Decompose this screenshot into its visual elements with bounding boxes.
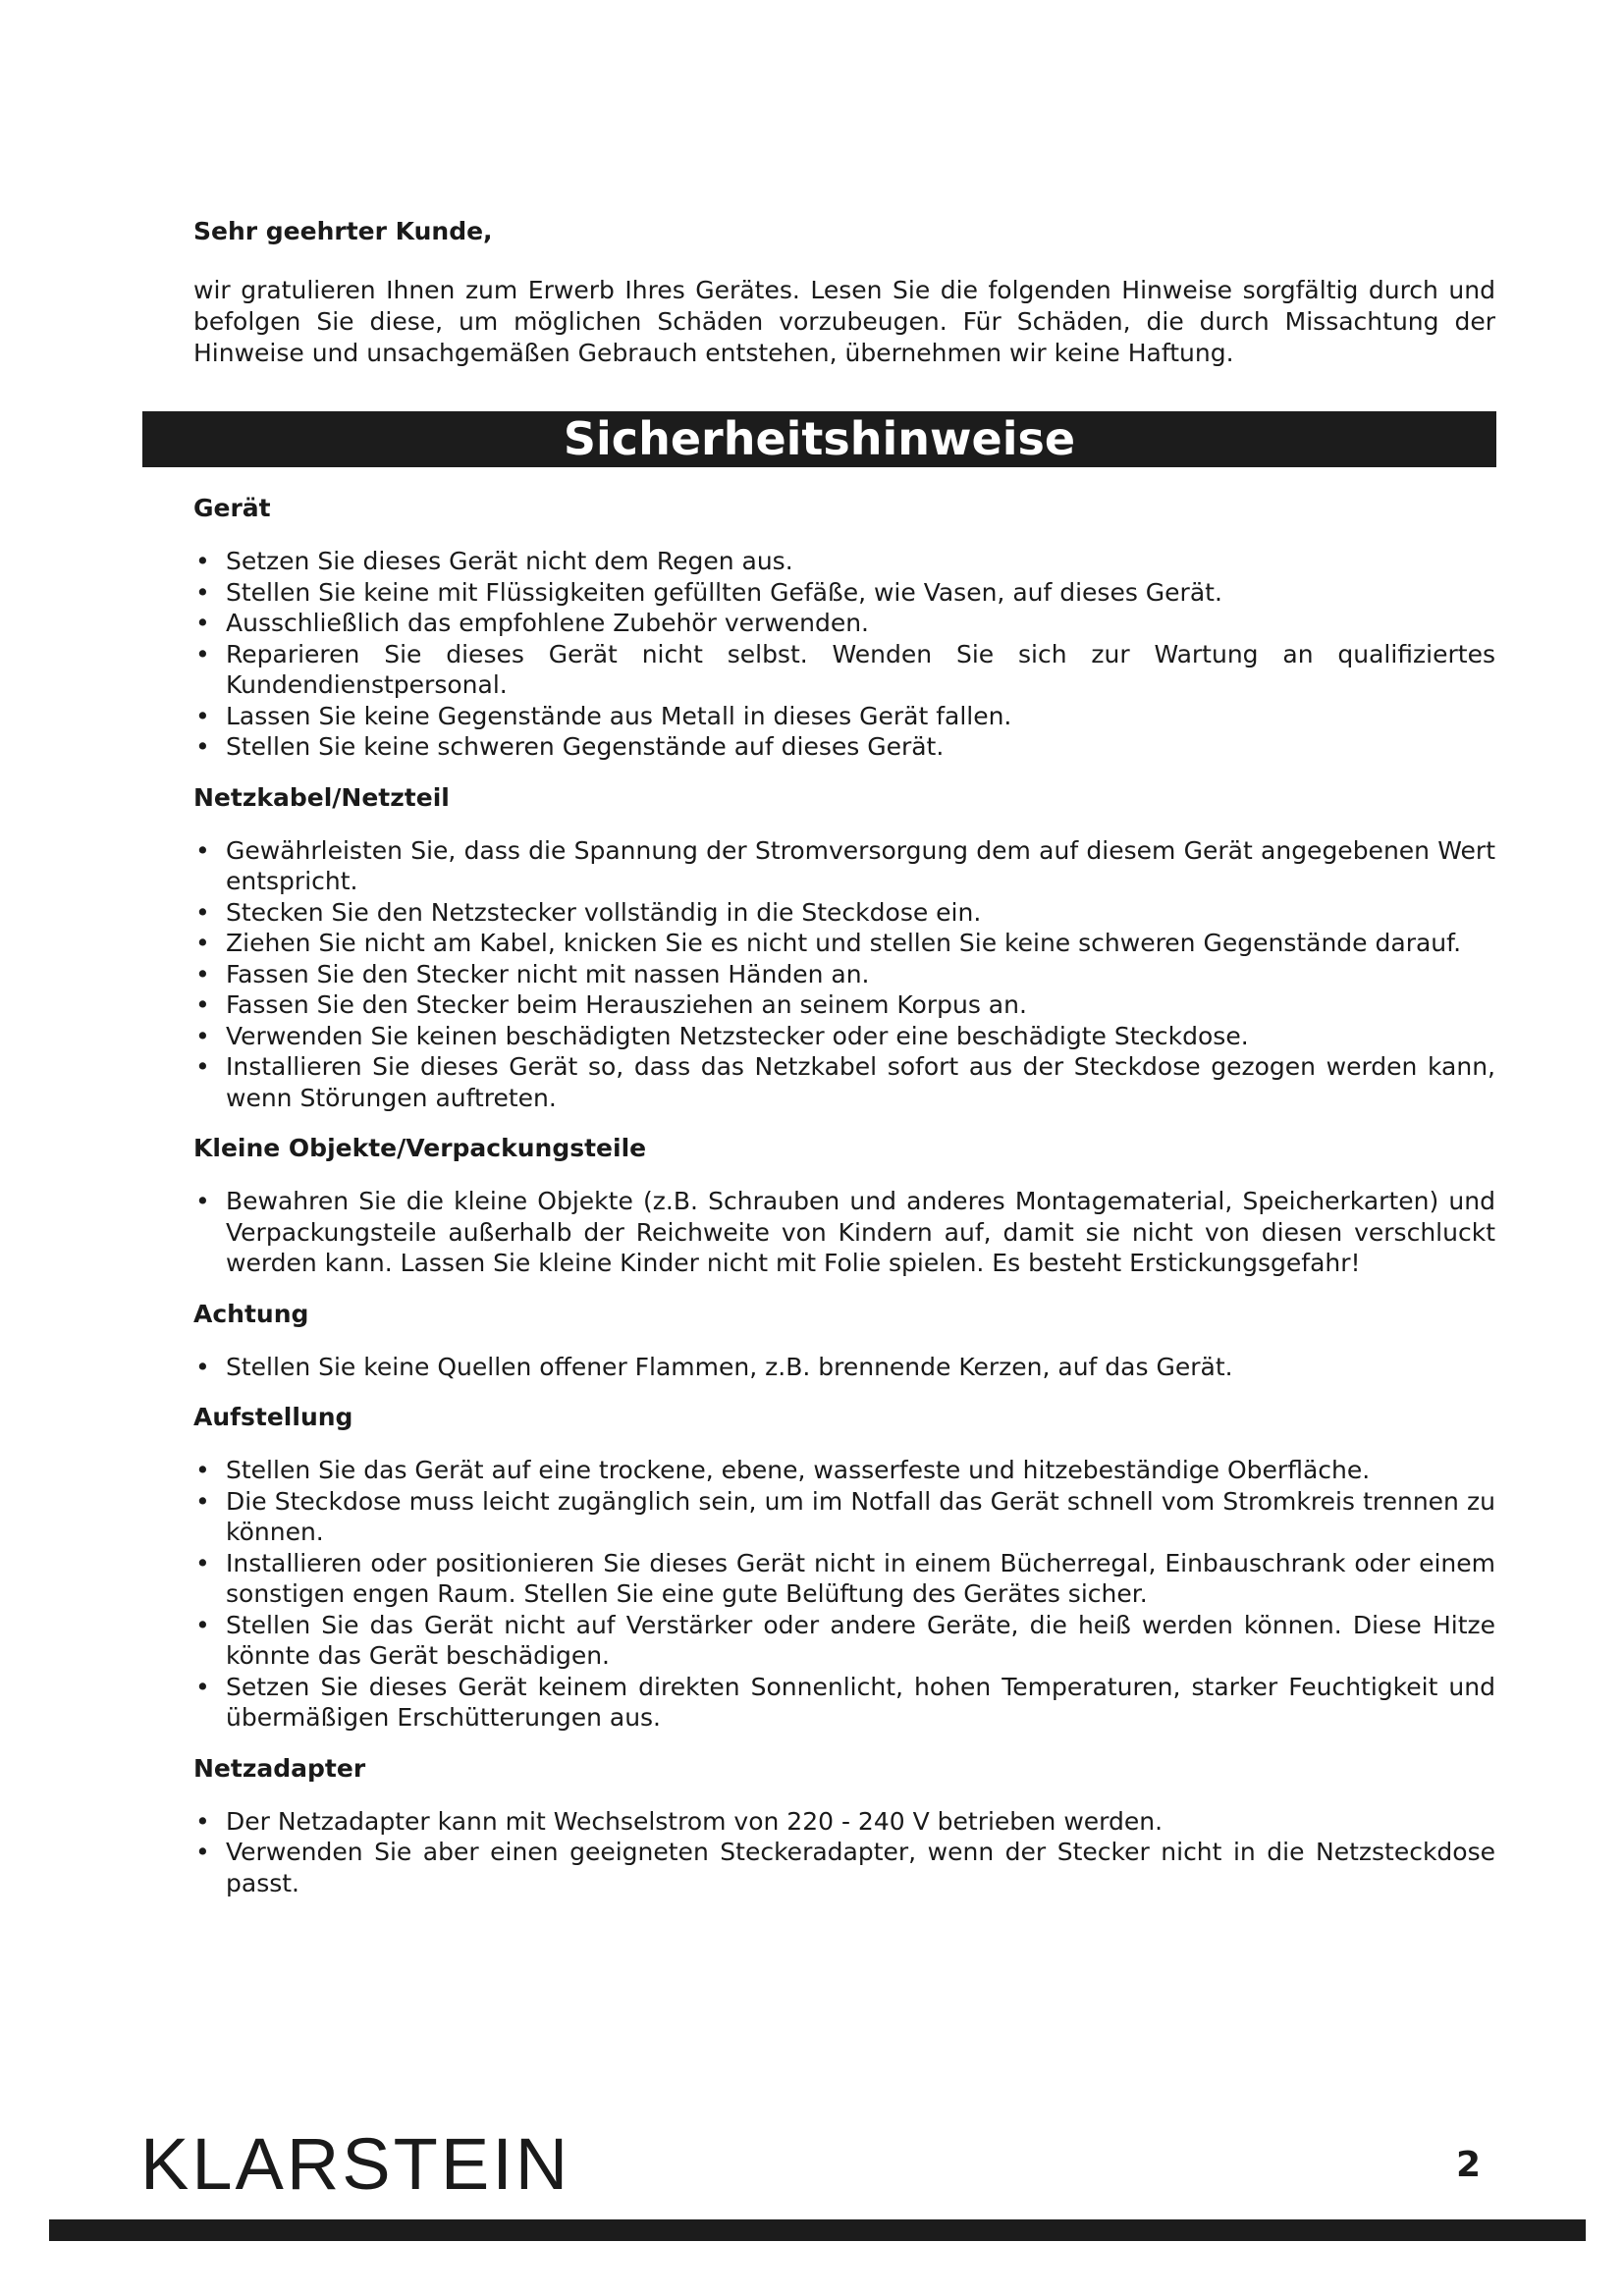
greeting: Sehr geehrter Kunde, xyxy=(193,217,493,245)
list-item: • Bewahren Sie die kleine Objekte (z.B. Schrauben und anderes Montagematerial, Speicherkarten) und Verpackungsteile außerhalb der Reichweite von Kindern auf, damit sie nicht von diesen verschluckt werden kann. Lassen Sie kleine Kinder nicht mit Folie spielen. Es besteht Erstickungsgefahr! xyxy=(193,1186,1495,1279)
bullet-list xyxy=(193,1455,1495,1734)
section-title: Kleine Objekte/Verpackungsteile xyxy=(193,1134,647,1162)
list-item: • Die Steckdose muss leicht zugänglich sein, um im Notfall das Gerät schnell vom Stromkreis trennen zu können. xyxy=(193,1486,1495,1548)
list-item: • Reparieren Sie dieses Gerät nicht selbst. Wenden Sie sich zur Wartung an qualifiziertes Kundendienstpersonal. xyxy=(193,639,1495,701)
section-title: Achtung xyxy=(193,1299,309,1328)
list-item: • Verwenden Sie aber einen geeigneten Steckeradapter, wenn der Stecker nicht in die Netzsteckdose passt. xyxy=(193,1837,1495,1898)
list-item: • Ziehen Sie nicht am Kabel, knicken Sie es nicht und stellen Sie keine schweren Gegenstände darauf. xyxy=(193,928,1495,959)
intro-block xyxy=(193,214,1495,369)
list-item: • Gewährleisten Sie, dass die Spannung der Stromversorgung dem auf diesem Gerät angegebenen Wert entspricht. xyxy=(193,835,1495,897)
section-aufstellung xyxy=(193,1400,1495,1734)
section-title: Gerät xyxy=(193,494,271,522)
list-item: • Setzen Sie dieses Gerät keinem direkten Sonnenlicht, hohen Temperaturen, starker Feuchtigkeit und übermäßigen Erschütterungen aus. xyxy=(193,1672,1495,1734)
bullet-list xyxy=(193,1352,1495,1383)
bullet-list xyxy=(193,1806,1495,1899)
page-number: 2 xyxy=(1456,2145,1482,2185)
section-title: Netzadapter xyxy=(193,1753,366,1783)
list-item: • Verwenden Sie keinen beschädigten Netzstecker oder eine beschädigte Steckdose. xyxy=(193,1021,1495,1052)
list-item: • Fassen Sie den Stecker beim Herausziehen an seinem Korpus an. xyxy=(193,989,1495,1021)
list-item: • Installieren Sie dieses Gerät so, dass das Netzkabel sofort aus der Steckdose gezogen werden kann, wenn Störungen auftreten. xyxy=(193,1051,1495,1113)
bullet-list xyxy=(193,1186,1495,1279)
list-item: • Ausschließlich das empfohlene Zubehör verwenden. xyxy=(193,608,1495,639)
section-achtung xyxy=(193,1297,1495,1383)
section-geraet xyxy=(193,491,1495,763)
section-banner: Sicherheitshinweise xyxy=(142,411,1496,467)
list-item: • Stellen Sie keine mit Flüssigkeiten gefüllten Gefäße, wie Vasen, auf dieses Gerät. xyxy=(193,577,1495,609)
bullet-list xyxy=(193,546,1495,763)
list-item: • Lassen Sie keine Gegenstände aus Metall in dieses Gerät fallen. xyxy=(193,701,1495,732)
list-item: • Setzen Sie dieses Gerät nicht dem Regen aus. xyxy=(193,546,1495,577)
list-item: • Stellen Sie das Gerät nicht auf Verstärker oder andere Geräte, die heiß werden können. Diese Hitze könnte das Gerät beschädigen. xyxy=(193,1610,1495,1672)
list-item: • Fassen Sie den Stecker nicht mit nassen Händen an. xyxy=(193,959,1495,990)
list-item: • Stellen Sie keine schweren Gegenstände auf dieses Gerät. xyxy=(193,731,1495,763)
safety-sections xyxy=(193,491,1495,1916)
list-item: • Installieren oder positionieren Sie dieses Gerät nicht in einem Bücherregal, Einbauschrank oder einem sonstigen engen Raum. Stellen Sie eine gute Belüftung des Gerätes sicher. xyxy=(193,1548,1495,1610)
section-kleine-objekte xyxy=(193,1131,1495,1279)
brand-logo: KLARSTEIN xyxy=(140,2123,571,2205)
footer-bar xyxy=(49,2219,1586,2241)
section-netzadapter xyxy=(193,1751,1495,1899)
intro-text: wir gratulieren Ihnen zum Erwerb Ihres Gerätes. Lesen Sie die folgenden Hinweise sorgfältig durch und befolgen Sie diese, um möglichen Schäden vorzubeugen. Für Schäden, die durch Missachtung der Hinweise und unsachgemäßen Gebrauch entstehen, übernehmen wir keine Haftung. xyxy=(193,276,1495,367)
section-title: Netzkabel/Netzteil xyxy=(193,782,450,812)
list-item: • Stellen Sie keine Quellen offener Flammen, z.B. brennende Kerzen, auf das Gerät. xyxy=(193,1352,1495,1383)
section-title: Aufstellung xyxy=(193,1403,353,1431)
list-item: • Stecken Sie den Netzstecker vollständig in die Steckdose ein. xyxy=(193,897,1495,929)
list-item: • Stellen Sie das Gerät auf eine trockene, ebene, wasserfeste und hitzebeständige Oberfläche. xyxy=(193,1455,1495,1486)
bullet-list xyxy=(193,835,1495,1114)
section-netzkabel xyxy=(193,780,1495,1114)
list-item: • Der Netzadapter kann mit Wechselstrom von 220 - 240 V betrieben werden. xyxy=(193,1806,1495,1838)
